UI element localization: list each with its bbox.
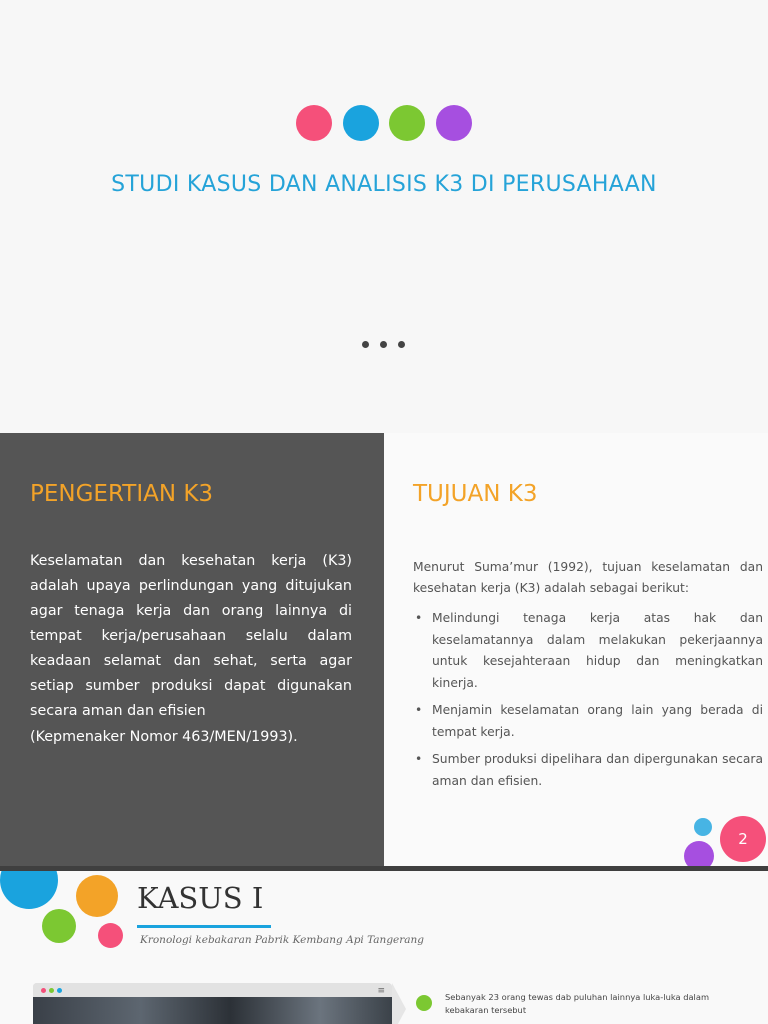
goals-intro: Menurut Suma’mur (1992), tujuan keselamatan dan kesehatan kerja (K3) adalah sebagai berikut: — [413, 560, 763, 595]
goals-list — [413, 608, 763, 798]
page-number: 2 — [720, 816, 766, 862]
green-bullet-dot — [416, 995, 432, 1011]
photo-frame-bar — [33, 983, 392, 997]
definition-panel — [0, 433, 384, 866]
case-subtitle: Kronologi kebakaran Pabrik Kembang Api Tangerang — [140, 934, 425, 946]
list-item-text: Sumber produksi dipelihara dan dipergunakan secara aman dan efisien. — [432, 752, 763, 788]
blue-circle — [0, 871, 58, 909]
green-dot — [389, 105, 425, 141]
bullet-icon: • — [415, 611, 423, 625]
case-title: KASUS I — [137, 881, 264, 915]
bullet-icon: • — [415, 703, 423, 717]
pink-dot — [296, 105, 332, 141]
photo-frame — [33, 983, 392, 1024]
bullet-icon: • — [415, 752, 423, 766]
list-item — [413, 700, 763, 743]
pointer-arrow — [392, 983, 406, 1024]
purple-dot — [436, 105, 472, 141]
goals-heading: TUJUAN K3 — [413, 481, 538, 507]
blue-dot — [694, 818, 712, 836]
list-item-text: Menjamin keselamatan orang lain yang berada di tempat kerja. — [432, 703, 763, 739]
slide-2 — [0, 433, 768, 866]
orange-circle — [76, 875, 118, 917]
definition-heading: PENGERTIAN K3 — [30, 481, 214, 507]
window-dot — [49, 988, 54, 993]
window-dot — [57, 988, 62, 993]
green-circle — [42, 909, 76, 943]
definition-reference: (Kepmenaker Nomor 463/MEN/1993). — [30, 729, 298, 745]
list-item-text: Melindungi tenaga kerja atas hak dan keselamatannya dalam melakukan pekerjaannya untuk kesejahteraan hidup dan meningkatkan kinerja. — [432, 611, 763, 690]
menu-icon[interactable]: ≡ — [377, 986, 385, 996]
blue-dot — [343, 105, 379, 141]
list-item — [413, 608, 763, 694]
pink-circle — [98, 923, 123, 948]
definition-text: Keselamatan dan kesehatan kerja (K3) adalah upaya perlindungan yang ditujukan agar tenaga kerja dan orang lainnya di tempat kerja/perusahaan selalu dalam keadaan selamat dan sehat, serta agar setiap sumber produksi dapat digunakan secara aman dan efisien — [30, 553, 352, 719]
title-underline — [137, 925, 271, 928]
slide-1-title: STUDI KASUS DAN ANALISIS K3 DI PERUSAHAAN — [111, 172, 657, 197]
slide-1 — [0, 0, 768, 433]
fire-photo — [33, 997, 392, 1024]
list-item — [413, 749, 763, 792]
window-dot — [41, 988, 46, 993]
case-bullet-text: Sebanyak 23 orang tewas dab puluhan lainnya luka-luka dalam kebakaran tersebut — [445, 992, 710, 1015]
slide-3 — [0, 871, 768, 1024]
